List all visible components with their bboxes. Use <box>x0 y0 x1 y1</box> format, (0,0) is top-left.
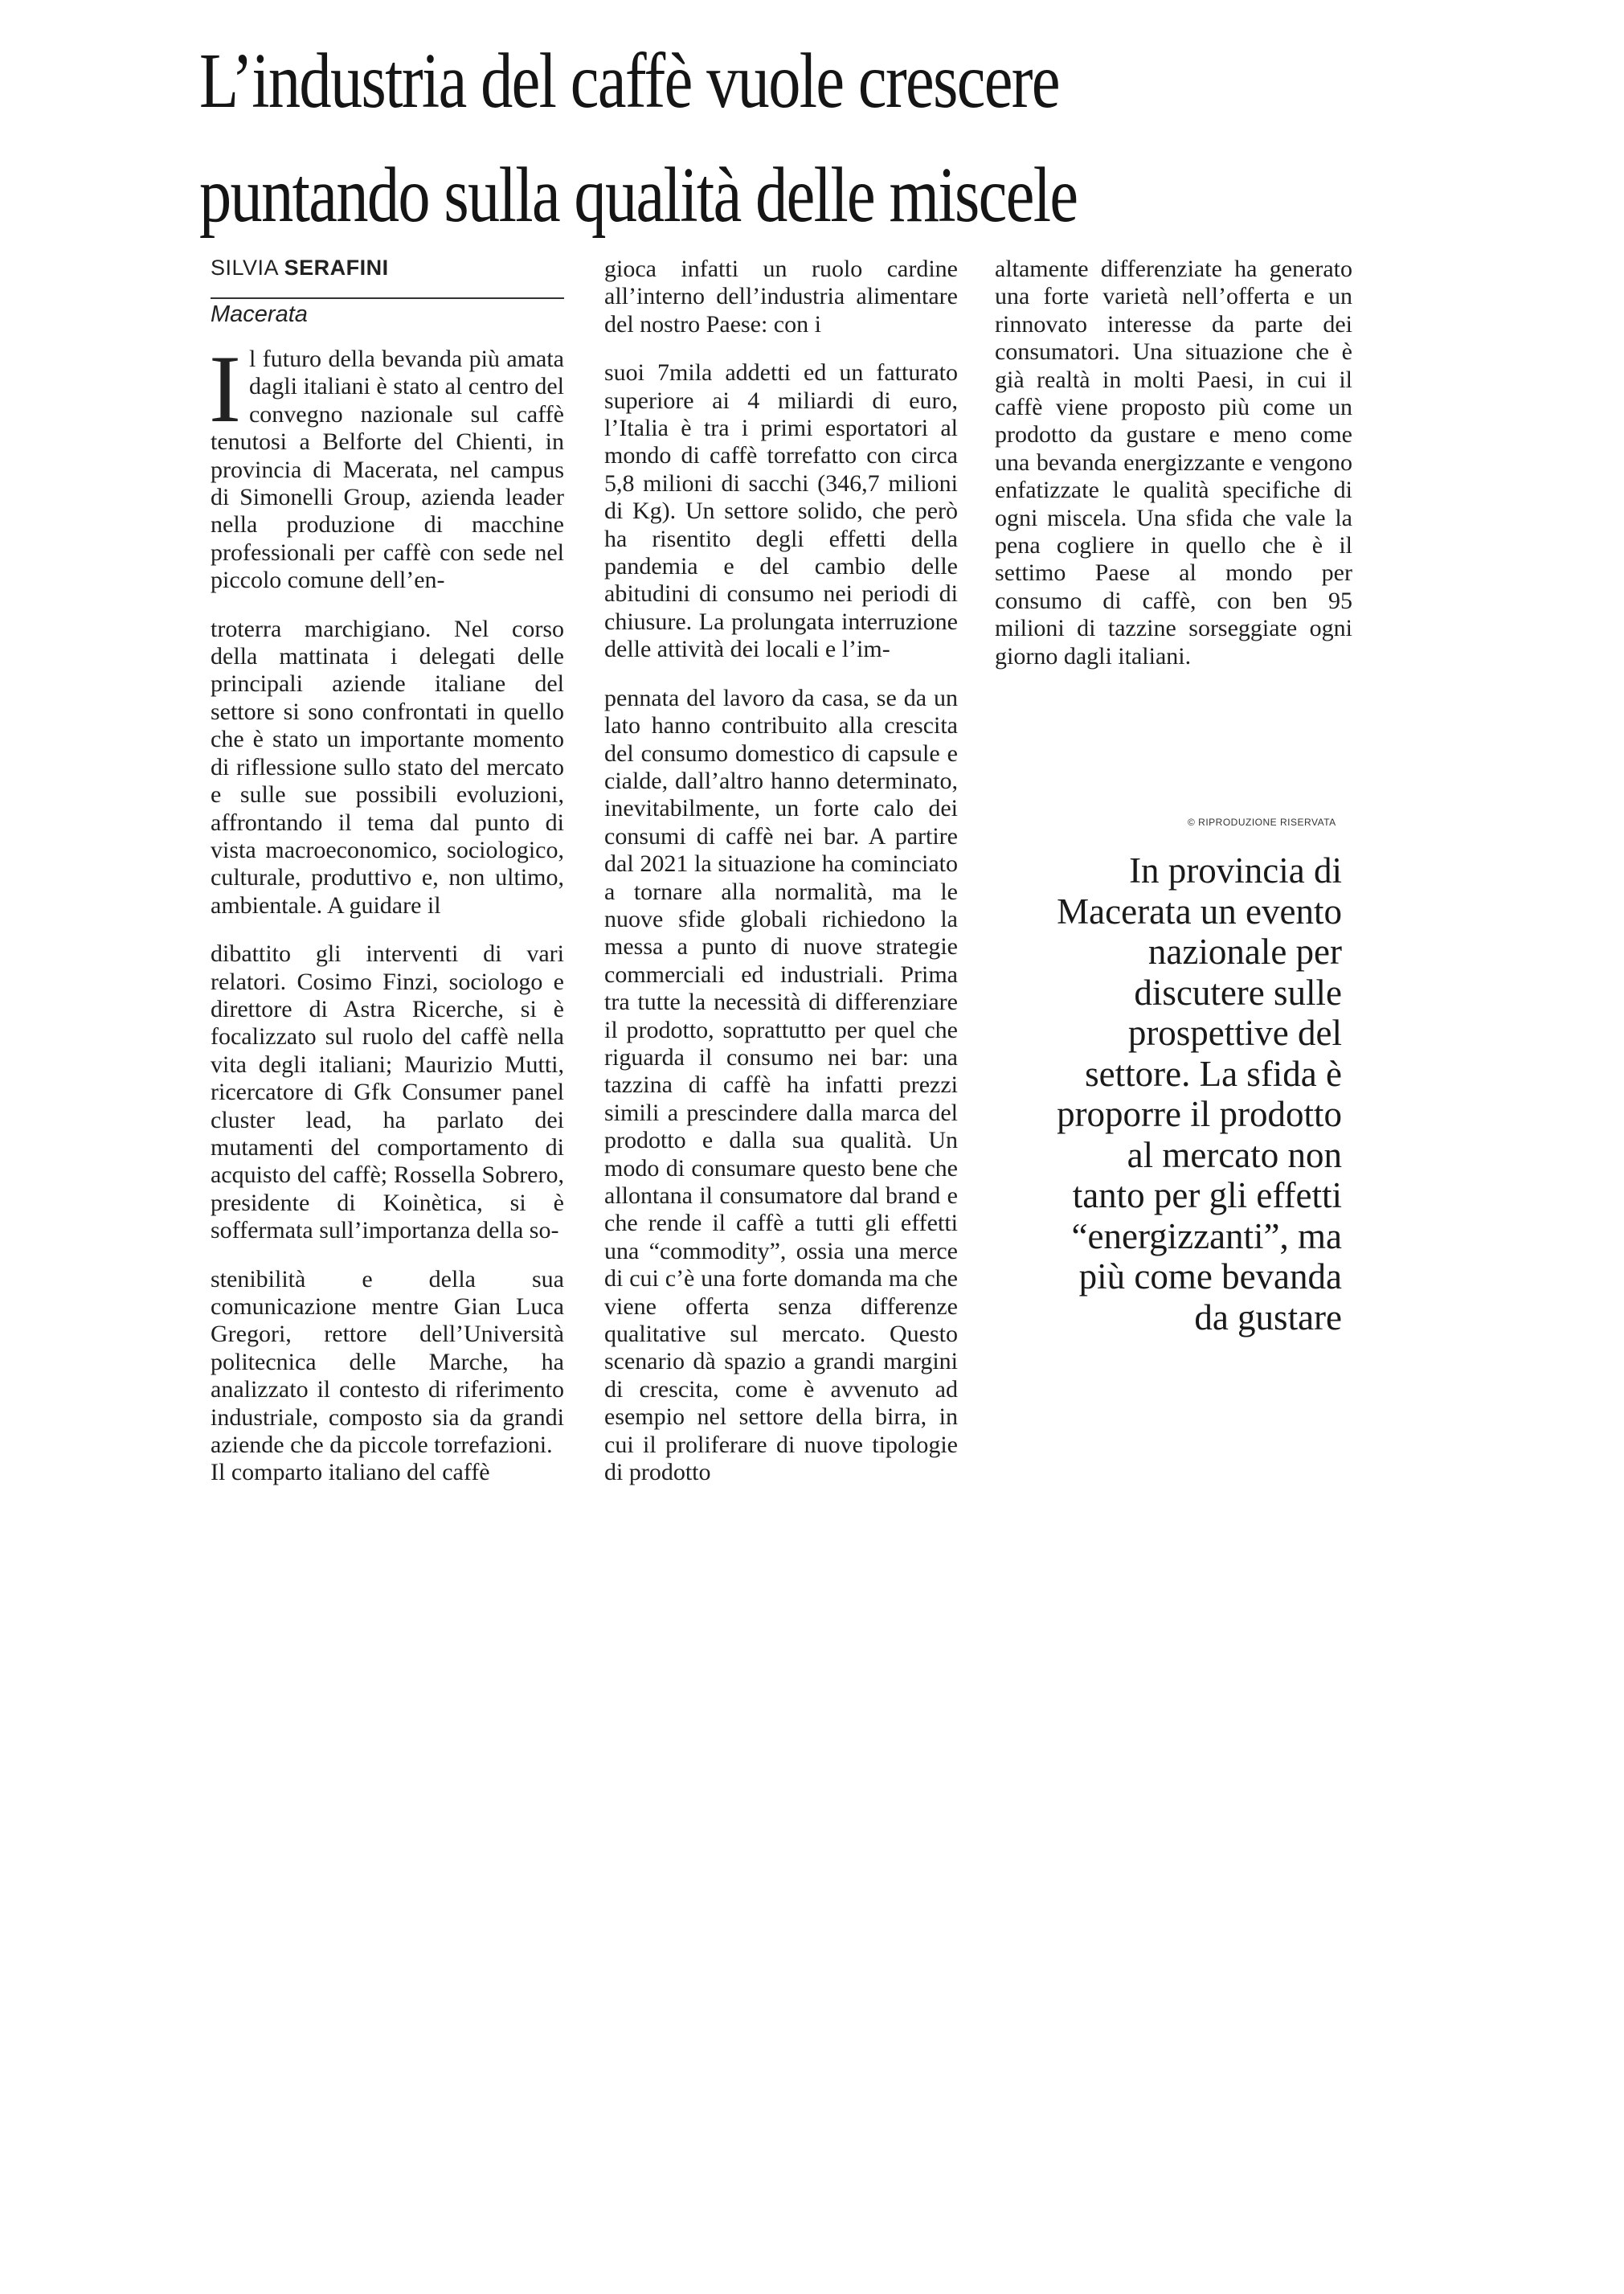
pull-quote-line: “energizzanti”, ma <box>1071 1215 1342 1256</box>
pull-quote-line: da gustare <box>1194 1297 1342 1337</box>
headline-line-2: puntando sulla qualità delle miscele <box>199 152 1078 239</box>
paragraph: suoi 7mila addetti ed un fatturato superiore ai 4 miliardi di euro, l’Italia è tra i primi esportatori al mondo di caffè torrefatto con circa 5,8 milioni di sacchi (346,7 milioni di Kg). Un settore solido, che però ha risentito degli effetti della pandemia e del cambio delle abitudini di consumo nei periodi di chiusure. La prolungata interruzione delle attività dei locali e l’im- <box>604 359 958 663</box>
drop-cap: I <box>209 335 241 442</box>
paragraph: altamente differenziate ha generato una forte varietà nell’offerta e un rinnovato interesse da parte dei consumatori. Una situazione che è già realtà in molti Paesi, in cui il caffè viene proposto più come un prodotto da gustare e meno come una bevanda energizzante e vengono enfatizzate le qualità specifiche di ogni miscela. Una sfida che vale la pena cogliere in quello che è il settimo Paese al mondo per consumo di caffè, con ben 95 milioni di tazzine sorseggiate ogni giorno dagli italiani. <box>995 256 1352 670</box>
byline-divider <box>211 297 564 299</box>
pull-quote-line: tanto per gli effetti <box>1072 1175 1342 1215</box>
column-gap <box>211 1245 564 1266</box>
pull-quote-line: al mercato non <box>1127 1134 1342 1175</box>
paragraph: dibattito gli interventi di vari relatori. Cosimo Finzi, sociologo e direttore di Astra Ricerche, si è focalizzato sul ruolo del caffè nella vita degli italiani; Maurizio Mutti, ricercatore di Gfk Consumer panel cluster lead, ha parlato dei mutamenti del comportamento di acquisto del caffè; Rossella Sobrero, presidente di Koinètica, si è soffermata sull’importanza della so- <box>211 940 564 1244</box>
column-gap <box>211 595 564 616</box>
pull-quote-line: più come bevanda <box>1078 1256 1342 1297</box>
pull-quote-line: settore. La sfida è <box>1085 1053 1342 1094</box>
paragraph: gioca infatti un ruolo cardine all’interno dell’industria alimentare del nostro Paese: con i <box>604 256 958 338</box>
pull-quote-line: nazionale per <box>1147 932 1342 972</box>
column-gap <box>211 920 564 940</box>
author-first-name: SILVIA <box>211 256 278 280</box>
paragraph: pennata del lavoro da casa, se da un lato hanno contribuito alla crescita del consumo domestico di capsule e cialde, dall’altro hanno determinato, inevitabilmente, un forte calo dei consumi di caffè nei bar. A partire dal 2021 la situazione ha cominciato a tornare alla normalità, ma le nuove sfide globali richiedono la messa a punto di nuove strategie commerciali ed industriali. Prima tra tutte la necessità di differenziare il prodotto, soprattutto per quel che riguarda il consumo nei bar: una tazzina di caffè ha infatti prezzi simili a prescindere dalla marca del prodotto e dalla sua qualità. Un modo di consumare questo bene che allontana il consumatore dal brand e che rende il caffè a tutti gli effetti una “commodity”, ossia una merce di cui c’è una forte domanda ma che viene offerta senza differenze qualitative sul mercato. Questo scenario dà spazio a grandi margini di crescita, come è avvenuto ad esempio nel settore della birra, in cui il proliferare di nuove tipologie di prodotto <box>604 684 958 1486</box>
headline-line-1: L’industria del caffè vuole crescere <box>199 38 1059 125</box>
paragraph: troterra marchigiano. Nel corso della mattinata i delegati delle principali aziende italiane del settore si sono confrontati in quello che è stato un importante momento di riflessione sullo stato del mercato e sulle sue possibili evoluzioni, affrontando il tema dal punto di vista macroeconomico, sociologico, culturale, produttivo e, non ultimo, ambientale. A guidare il <box>211 615 564 919</box>
dateline: Macerata <box>211 301 308 327</box>
headline <box>199 24 1332 252</box>
column-gap <box>604 338 958 359</box>
pull-quote-line: discutere sulle <box>1134 972 1342 1013</box>
copyright-notice: © RIPRODUZIONE RISERVATA <box>1188 817 1336 828</box>
column-1 <box>209 335 564 1487</box>
pull-quote <box>988 850 1342 1337</box>
paragraph-text: l futuro della bevanda più amata dagli italiani è stato al centro del convegno nazionale sul caffè tenutosi a Belforte del Chienti, in provincia di Macerata, nel campus di Simonelli Group, azienda leader nella produzione di macchine professionali per caffè con sede nel piccolo comune dell’en- <box>211 346 564 594</box>
pull-quote-line: In provincia di <box>1129 850 1342 891</box>
column-3 <box>995 256 1352 670</box>
pull-quote-line: Macerata un evento <box>1057 891 1342 932</box>
paragraph <box>209 335 564 595</box>
pull-quote-line: proporre il prodotto <box>1057 1094 1342 1134</box>
column-gap <box>604 664 958 685</box>
paragraph: Il comparto italiano del caffè <box>211 1459 490 1486</box>
column-2 <box>604 256 958 1486</box>
paragraph: stenibilità e della sua comunicazione mentre Gian Luca Gregori, rettore dell’Università politecnica delle Marche, ha analizzato il contesto di riferimento industriale, composto sia da grandi aziende che da piccole torrefazioni. <box>211 1265 564 1459</box>
author-last-name: SERAFINI <box>284 256 389 280</box>
pull-quote-line: prospettive del <box>1127 1013 1342 1053</box>
byline <box>211 256 389 281</box>
